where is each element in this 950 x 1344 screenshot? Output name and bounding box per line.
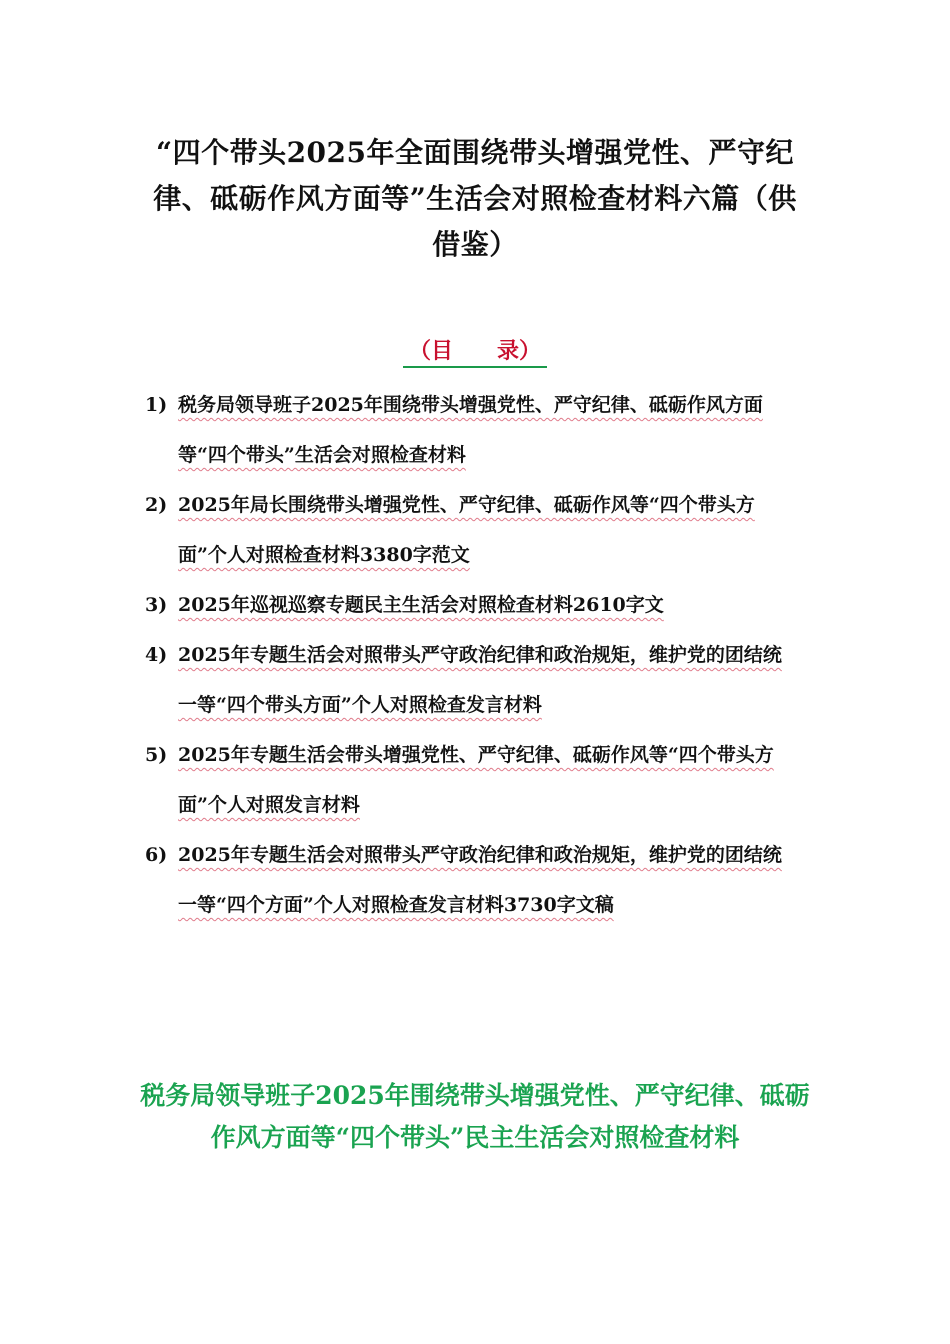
toc-item-3[interactable] (145, 580, 795, 630)
table-of-contents (145, 380, 795, 930)
toc-entry-text: 2025年专题生活会对照带头严守政治纪律和政治规矩，维护党的团结统一等“四个带头方面”个人对照检查发言材料 (178, 644, 782, 716)
document-title: “四个带头2025年全面围绕带头增强党性、严守纪律、砥砺作风方面等”生活会对照检查材料六篇（供借鉴） (153, 136, 797, 261)
toc-number: 6) (145, 844, 168, 866)
toc-heading-text: （目 录） (403, 338, 547, 368)
toc-entry-text: 税务局领导班子2025年围绕带头增强党性、严守纪律、砥砺作风方面等“四个带头”生活会对照检查材料 (178, 394, 763, 466)
toc-entry-text: 2025年专题生活会对照带头严守政治纪律和政治规矩，维护党的团结统一等“四个方面”个人对照检查发言材料3730字文稿 (178, 844, 782, 916)
toc-number: 1) (145, 394, 168, 416)
toc-number: 2) (145, 494, 168, 516)
toc-entry-text: 2025年巡视巡察专题民主生活会对照检查材料2610字文 (178, 594, 664, 616)
toc-item-1[interactable] (145, 380, 795, 480)
section-title: 税务局领导班子2025年围绕带头增强党性、严守纪律、砥砺作风方面等“四个带头”民主生活会对照检查材料 (140, 1081, 810, 1152)
toc-number: 5) (145, 744, 168, 766)
toc-item-4[interactable] (145, 630, 795, 730)
toc-number: 3) (145, 594, 168, 616)
toc-item-2[interactable] (145, 480, 795, 580)
toc-entry-text: 2025年局长围绕带头增强党性、严守纪律、砥砺作风等“四个带头方面”个人对照检查材料3380字范文 (178, 494, 755, 566)
toc-item-6[interactable] (145, 830, 795, 930)
toc-item-5[interactable] (145, 730, 795, 830)
toc-number: 4) (145, 644, 168, 666)
toc-heading (0, 334, 950, 365)
toc-entry-text: 2025年专题生活会带头增强党性、严守纪律、砥砺作风等“四个带头方面”个人对照发言材料 (178, 744, 774, 816)
